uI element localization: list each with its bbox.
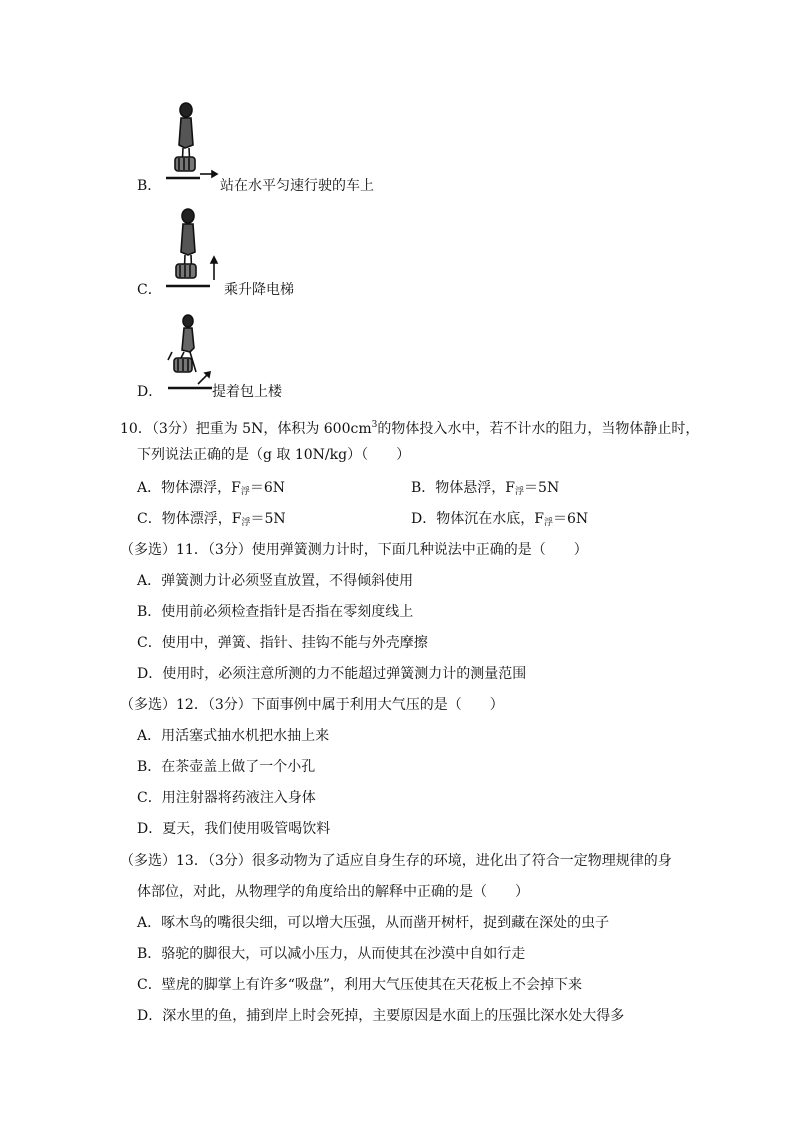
option-caption: 乘升降电梯 (224, 282, 294, 298)
question-stem: （多选）13．（3分）很多动物为了适应自身生存的环境，进化出了符合一定物理规律的身 (120, 853, 672, 869)
option-c: C．用注射器将药液注入身体 (137, 790, 316, 806)
option-c: C．物体漂浮，$F_浮=5N$ (137, 511, 286, 528)
option-letter: D． (137, 384, 163, 400)
option-c: C．使用中，弹簧、指针、挂钩不能与外壳摩擦 (137, 635, 428, 651)
option-c: C．壁虎的脚掌上有许多“吸盘”，利用大气压使其在天花板上不会掉下来 (137, 977, 583, 993)
option-a: A．物体漂浮，$F_浮=6N$ (137, 480, 286, 497)
option-b: B．骆驼的脚很大，可以减小压力，从而使其在沙漠中自如行走 (137, 946, 526, 962)
option-d: D．夏天，我们使用吸管喝饮料 (137, 821, 331, 837)
person-in-elevator-figure (162, 206, 222, 294)
option-d: D．使用时，必须注意所测的力不能超过弹簧测力计的测量范围 (137, 666, 527, 682)
person-on-moving-car-figure (162, 100, 222, 188)
option-d: D．物体沉在水底，$F_浮=6N$ (411, 511, 589, 528)
question-stem: （多选）12．（3分）下面事例中属于利用大气压的是（ ） (120, 697, 504, 713)
option-d: D．深水里的鱼，捕到岸上时会死掉，主要原因是水面上的压强比深水处大得多 (137, 1008, 625, 1024)
option-letter: C． (137, 282, 162, 298)
option-b: B．物体悬浮，$F_浮=5N$ (411, 480, 560, 497)
question-stem: （多选）11．（3分）使用弹簧测力计时，下面几种说法中正确的是（ ） (120, 542, 588, 558)
question-stem-cont: 下列说法正确的是（g 取 10N/kg）（ ） (137, 447, 411, 463)
option-caption: 提着包上楼 (212, 384, 282, 400)
option-letter: B． (137, 178, 162, 194)
option-a: A．啄木鸟的嘴很尖细，可以增大压强，从而凿开树杆，捉到藏在深处的虫子 (137, 915, 610, 931)
option-b: B．使用前必须检查指针是否指在零刻度线上 (137, 604, 414, 620)
option-b: B．在茶壶盖上做了一个小孔 (137, 759, 316, 775)
question-stem: 10．（3分）把重为 5N，体积为 $600cm^3$的物体投入水中，若不计水的阻力，当物体静止时， (120, 420, 700, 437)
option-a: A．弹簧测力计必须竖直放置，不得倾斜使用 (137, 573, 414, 589)
question-stem-cont: 体部位，对此，从物理学的角度给出的解释中正确的是（ ） (137, 884, 529, 900)
option-a: A．用活塞式抽水机把水抽上来 (137, 728, 330, 744)
option-caption: 站在水平匀速行驶的车上 (220, 178, 374, 194)
